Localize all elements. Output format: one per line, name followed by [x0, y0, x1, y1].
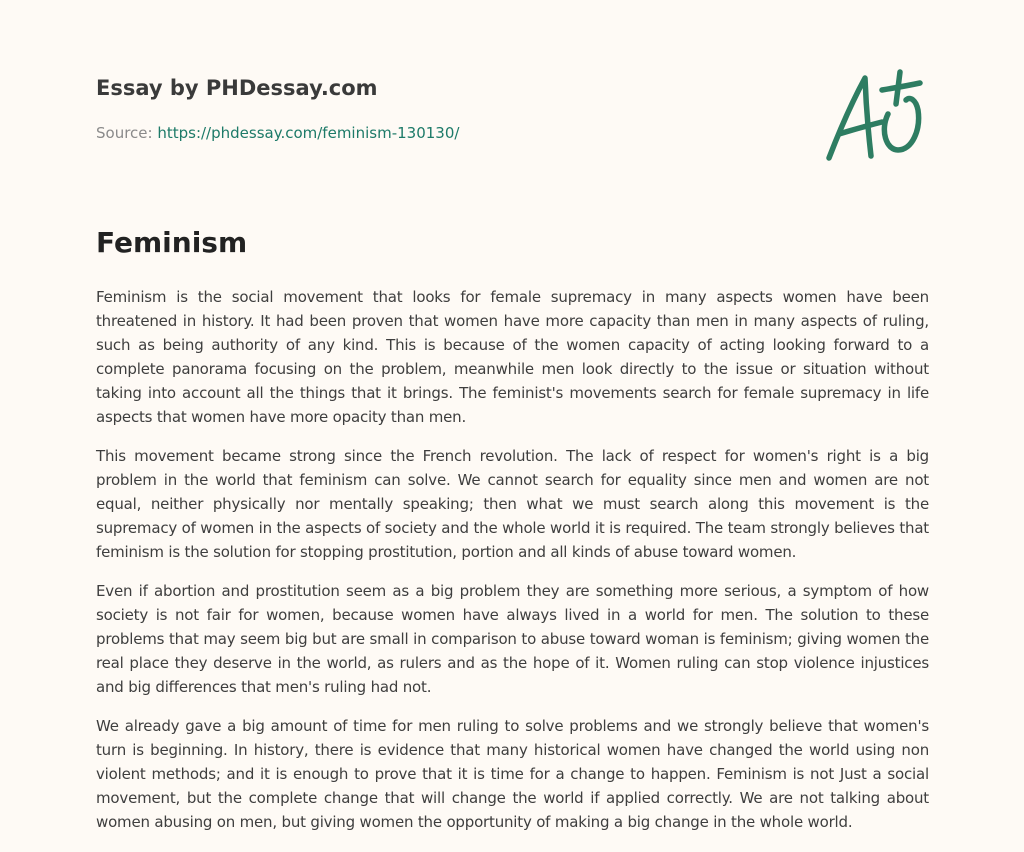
essay-paragraph: Feminism is the social movement that looks for female supremacy in many aspects women have been threatened in history. It had been proven that women have more capacity than men in many aspects of ruling, such as being authority of any kind. This is because of the women capacity of acting looking forward to a complete panorama focusing on the problem, meanwhile men look directly to the issue or situation without taking into account all the things that it brings. The feminist's movements search for female supremacy in life aspects that women have more opacity than men. — [96, 288, 929, 426]
essay-paragraph: We already gave a big amount of time for men ruling to solve problems and we strongly believe that women's turn is beginning. In history, there is evidence that many historical women have changed the world using non violent methods; and it is enough to prove that it is time for a change to happen. Feminism is not Just a social movement, but the complete change that will change the world if applied correctly. We are not talking about women abusing on men, but giving women the opportunity of making a big change in the whole world. — [96, 717, 929, 831]
essay-body — [96, 285, 929, 849]
source-label: Source: — [96, 124, 158, 142]
site-title: Essay by PHDessay.com — [96, 76, 378, 100]
essay-paragraph: Even if abortion and prostitution seem as a big problem they are something more serious, a symptom of how society is not fair for women, because women have always lived in a world for men. The solution to these problems that may seem big but are small in comparison to abuse toward woman is feminism; giving women the real place they deserve in the world, as rulers and as the hope of it. Women ruling can stop violence injustices and big differences that men's ruling had not. — [96, 582, 929, 696]
a-plus-grade-icon — [822, 66, 928, 166]
essay-title: Feminism — [96, 226, 248, 259]
source-link[interactable]: https://phdessay.com/feminism-130130/ — [157, 124, 460, 142]
essay-paragraph: This movement became strong since the French revolution. The lack of respect for women's right is a big problem in the world that feminism can solve. We cannot search for equality since men and women are not equal, neither physically nor mentally speaking; then what we must search along this movement is the supremacy of women in the aspects of society and the whole world it is required. The team strongly believes that feminism is the solution for stopping prostitution, portion and all kinds of abuse toward women. — [96, 447, 929, 561]
source-line — [96, 124, 459, 142]
